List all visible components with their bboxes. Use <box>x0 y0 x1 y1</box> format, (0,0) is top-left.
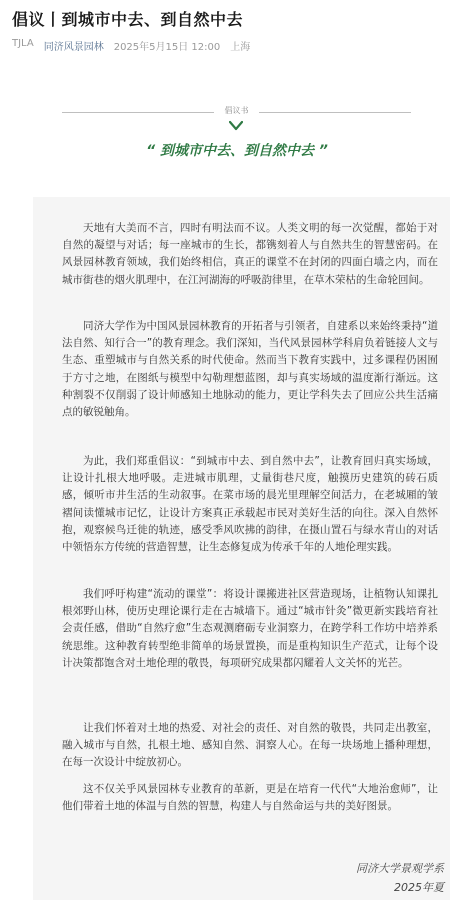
article-meta <box>12 38 250 53</box>
article-title: 倡议丨到城市中去、到自然中去 <box>12 10 244 29</box>
paragraph-1: 天地有大美而不言，四时有明法而不议。人类文明的每一次觉醒，都始于对自然的凝望与对话；每一座城市的生长，都镌刻着人与自然共生的智慧密码。在风景园林教育领域，我们始终相信，真正的课堂不在封闭的四面白墙之内，而在城市街巷的烟火肌理中，在江河湖海的呼吸韵律里，在草木荣枯的生命轮回间。 <box>62 222 438 286</box>
signature-date: 2025年夏 <box>394 881 444 894</box>
paragraph-4: 我们呼吁构建“流动的课堂”：将设计课搬进社区营造现场，让植物认知课扎根郊野山林，使历史理论课行走在古城墙下。通过“城市针灸”微更新实践培育社会责任感，借助“自然疗愈”生态观测磨砺专业洞察力，在跨学科工作坊中培养系统思维。这种教育转型绝非简单的场景置换，而是重构知识生产范式，让每个设计决策都饱含对土地伦理的敬畏，每项研究成果都闪耀着人文关怀的光芒。 <box>62 588 438 669</box>
account-link[interactable]: 同济风景园林 <box>43 42 104 53</box>
chevron-down-icon <box>229 120 243 132</box>
author-name: TJLA <box>12 38 34 49</box>
publish-location: 上海 <box>230 42 251 53</box>
paragraph-5: 让我们怀着对土地的热爱、对社会的责任、对自然的敬畏，共同走出教室，融入城市与自然，扎根土地、感知自然、洞察人心。在每一块场地上播种理想，在每一次设计中绽放初心。 <box>62 722 438 769</box>
divider-left <box>62 112 214 113</box>
proposal-banner <box>0 100 474 160</box>
banner-subtitle: “ 到城市中去、到自然中去 ” <box>146 143 328 159</box>
paragraph-2: 同济大学作为中国风景园林教育的开拓者与引领者，自建系以来始终秉持“道法自然、知行合一”的教育理念。我们深知，当代风景园林学科肩负着链接人文与生态、重塑城市与自然关系的时代使命。然而当下教育实践中，过多课程仍困囿于方寸之地，在图纸与模型中勾勒理想蓝图，却与真实场域的温度渐行渐远。这种割裂不仅削弱了设计师感知土地脉动的能力，更让学科失去了回应公共生活痛点的敏锐触角。 <box>62 320 438 419</box>
banner-tag: 倡议书 <box>224 106 249 115</box>
signature-org: 同济大学景观学系 <box>356 862 444 875</box>
paragraph-3: 为此，我们郑重倡议：“到城市中去、到自然中去”，让教育回归真实场域，让设计扎根大地呼吸。走进城市肌理，丈量街巷尺度，触摸历史建筑的砖石质感，倾听市井生活的生动叙事。在菜市场的晨光里理解空间活力，在老城厢的皱褶间读懂城市记忆，让设计方案真正承载起市民对美好生活的向往。深入自然怀抱，观察候鸟迁徙的轨迹，感受季风吹拂的韵律，在摄山置石与绿水青山的对话中领悟东方传统的营造智慧，让生态修复成为传承千年的人地伦理实践。 <box>62 455 438 554</box>
divider-right <box>259 112 411 113</box>
publish-date: 2025年5月15日 12:00 <box>113 42 221 53</box>
paragraph-6: 这不仅关乎风景园林专业教育的革新，更是在培育一代代“大地治愈师”，让他们带着土地的体温与自然的智慧，构建人与自然命运与共的美好图景。 <box>62 783 438 813</box>
